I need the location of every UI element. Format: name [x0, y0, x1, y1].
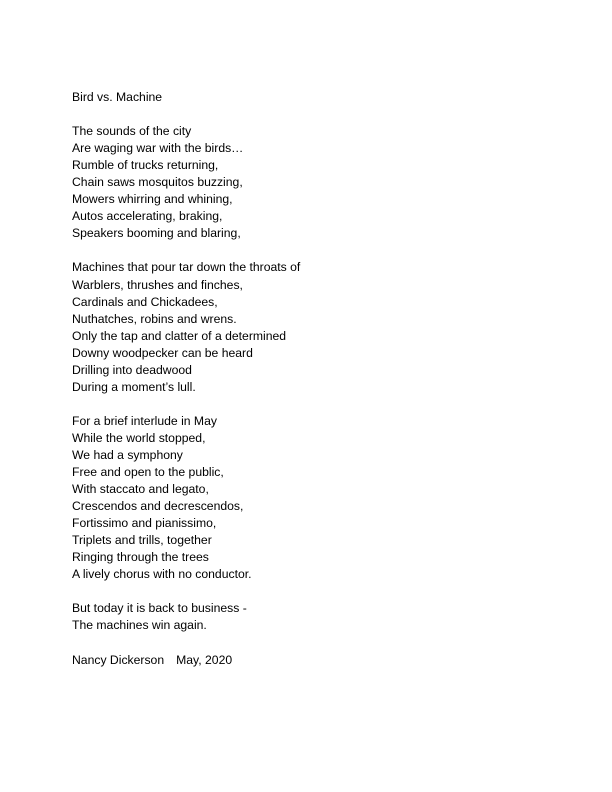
poem-line: Triplets and trills, together [72, 533, 212, 548]
poem-line: For a brief interlude in May [72, 413, 217, 428]
poem-line: Speakers booming and blaring, [72, 226, 241, 241]
poem-line: Mowers whirring and whining, [72, 192, 233, 207]
stanza-gap [72, 396, 300, 413]
poem-line: Drilling into deadwood [72, 362, 192, 377]
poem-line: Cardinals and Chickadees, [72, 294, 218, 309]
stanza-gap [72, 106, 300, 123]
stanza-gap [72, 635, 300, 652]
stanza-gap [72, 583, 300, 600]
poem-line: But today it is back to business - [72, 601, 247, 616]
poem-line: Ringing through the trees [72, 550, 209, 565]
poem-line: While the world stopped, [72, 430, 206, 445]
poem [72, 89, 300, 669]
poem-line: The machines win again. [72, 618, 207, 633]
poem-line: Downy woodpecker can be heard [72, 345, 253, 360]
author-name: Nancy Dickerson [72, 652, 165, 667]
poem-line: Chain saws mosquitos buzzing, [72, 175, 243, 190]
stanza-3 [72, 413, 300, 583]
poem-line: Crescendos and decrescendos, [72, 499, 244, 514]
poem-line: Free and open to the public, [72, 465, 224, 480]
poem-line: Nuthatches, robins and wrens. [72, 311, 237, 326]
stanza-gap [72, 242, 300, 259]
stanza-2 [72, 259, 300, 395]
signature-line [72, 652, 300, 669]
signature-date: May, 2020 [176, 652, 233, 667]
poem-line: The sounds of the city [72, 124, 192, 139]
poem-line: Fortissimo and pianissimo, [72, 516, 217, 531]
poem-line: Rumble of trucks returning, [72, 158, 219, 173]
poem-line: Warblers, thrushes and finches, [72, 277, 243, 292]
poem-line: We had a symphony [72, 447, 183, 462]
poem-line: Only the tap and clatter of a determined [72, 328, 287, 343]
poem-line: Are waging war with the birds… [72, 141, 244, 156]
stanza-1 [72, 123, 300, 242]
poem-title: Bird vs. Machine [72, 90, 163, 104]
poem-line: With staccato and legato, [72, 482, 209, 497]
stanza-4 [72, 600, 300, 634]
poem-line: Autos accelerating, braking, [72, 209, 223, 224]
poem-line: Machines that pour tar down the throats of [72, 260, 301, 275]
poem-line: A lively chorus with no conductor. [72, 567, 252, 582]
poem-line: During a moment’s lull. [72, 379, 196, 394]
